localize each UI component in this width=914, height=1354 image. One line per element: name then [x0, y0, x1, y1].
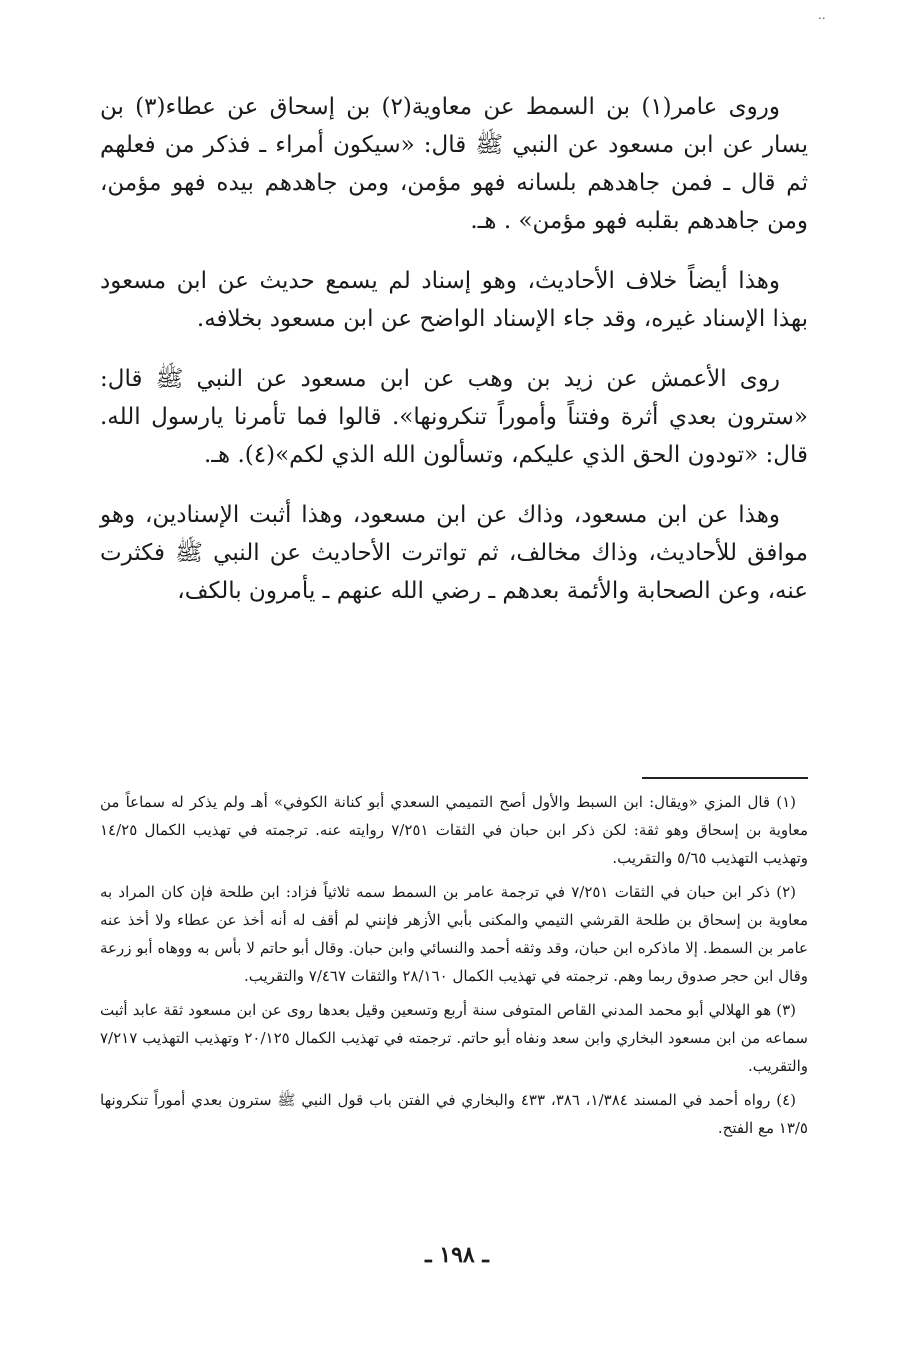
main-text: [100, 88, 808, 632]
paragraph: روى الأعمش عن زيد بن وهب عن ابن مسعود عن النبي ﷺ قال: «سترون بعدي أثرة وفتناً وأموراً تنكرونها». قالوا فما تأمرنا يارسول الله. قال: «تودون الحق الذي عليكم، وتسألون الله الذي لكم»(٤). هـ.: [100, 366, 808, 468]
footnote: (٤) رواه أحمد في المسند ١/٣٨٤، ٣٨٦، ٤٣٣ والبخاري في الفتن باب قول النبي ﷺ سترون بعدي أموراً تنكرونها ١٣/٥ مع الفتح.: [100, 1091, 808, 1137]
paragraph: وهذا عن ابن مسعود، وذاك عن ابن مسعود، وهذا أثبت الإسنادين، وهو موافق للأحاديث، وذاك مخالف، ثم تواترت الأحاديث عن النبي ﷺ فكثرت عنه، وعن الصحابة والأئمة بعدهم ـ رضي الله عنهم ـ يأمرون بالكف،: [100, 502, 808, 604]
page-number: ـ ١٩٨ ـ: [425, 1242, 489, 1268]
paragraph: وروى عامر(١) بن السمط عن معاوية(٢) بن إسحاق عن عطاء(٣) بن يسار عن ابن مسعود عن النبي ﷺ قال: «سيكون أمراء ـ فذكر من فعلهم ثم قال ـ فمن جاهدهم بلسانه فهو مؤمن، ومن جاهدهم بيده فهو مؤمن، ومن جاهدهم بقلبه فهو مؤمن» . هـ.: [100, 94, 808, 234]
footnote: (٢) ذكر ابن حبان في الثقات ٧/٢٥١ في ترجمة عامر بن السمط سمه ثلاثياً فزاد: ابن طلحة فإن كان المراد به معاوية بن إسحاق بن طلحة القرشي التيمي والمكنى بأبي الأزهر فإنني لم أقف له أنه أخذ عن عطاء ولا أخذ عنه عامر بن السمط. إلا ماذكره ابن حبان، وقد وثقه أحمد والنسائي وابن حبان. وقال أبو حاتم لا بأس به ووهاه أبو زرعة وقال ابن حجر صدوق ربما وهم. ترجمته في تهذيب الكمال ٢٨/١٦٠ والثقات ٧/٤٦٧ والتقريب.: [100, 883, 808, 985]
footnotes: [100, 788, 808, 1148]
paragraph: وهذا أيضاً خلاف الأحاديث، وهو إسناد لم يسمع حديث عن ابن مسعود بهذا الإسناد غيره، وقد جاء الإسناد الواضح عن ابن مسعود بخلافه.: [100, 268, 808, 332]
corner-mark: ..: [818, 8, 826, 22]
footnote-divider: [642, 777, 808, 779]
footnote: (١) قال المزي «ويقال: ابن السبط والأول أصح التميمي السعدي أبو كنانة الكوفي» أهـ ولم يذكر له سماعاً من معاوية بن إسحاق وهو ثقة: لكن ذكر ابن حبان في الثقات ٧/٢٥١ روايته عنه. ترجمته في تهذيب الكمال ١٤/٢٥ وتهذيب التهذيب ٥/٦٥ والتقريب.: [100, 793, 808, 867]
footnote: (٣) هو الهلالي أبو محمد المدني القاص المتوفى سنة أربع وتسعين وقيل بعدها روى عن ابن مسعود ثقة عابد أثبت سماعه من ابن مسعود البخاري وابن سعد ونفاه أبو حاتم. ترجمته في تهذيب الكمال ٢٠/١٢٥ وتهذيب التهذيب ٧/٢١٧ والتقريب.: [100, 1001, 808, 1075]
